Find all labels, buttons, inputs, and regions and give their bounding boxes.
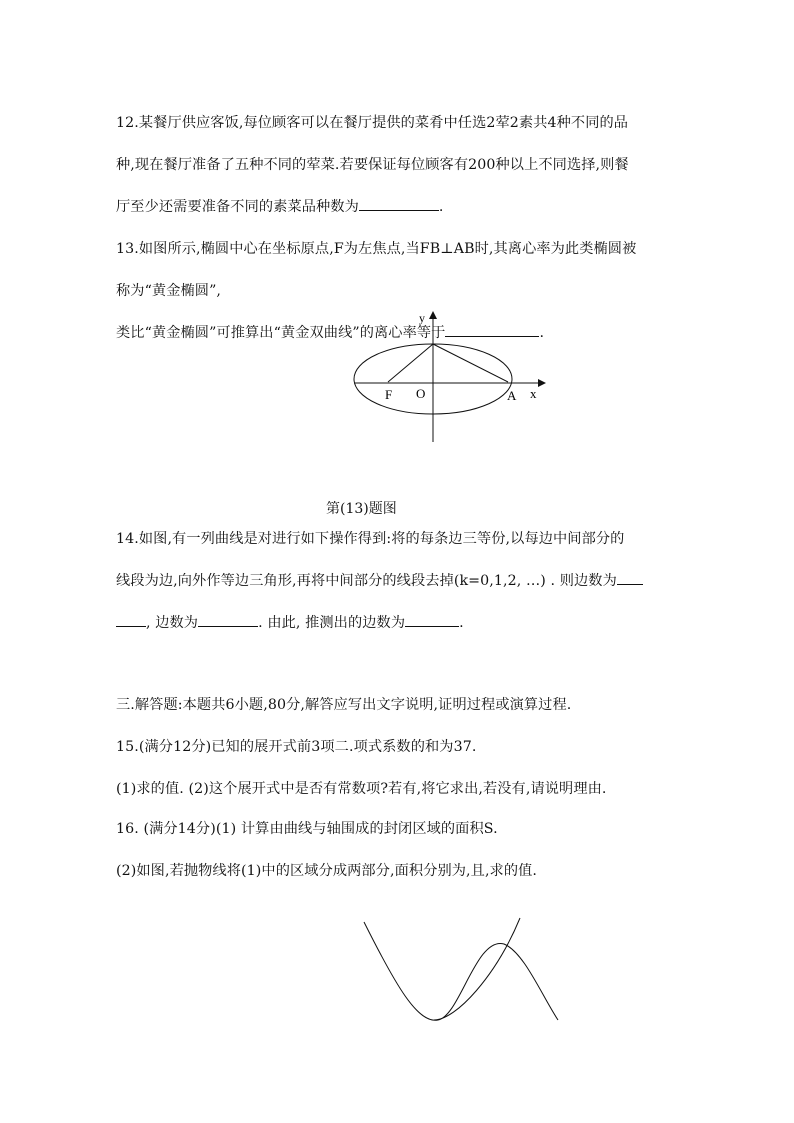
- q12-line-3-end: .: [438, 199, 444, 215]
- o-label: O: [416, 386, 426, 401]
- q14-line-3: [116, 612, 464, 632]
- q14-line-3-mid: . 由此, 推测出的边数为: [258, 615, 406, 631]
- a-label: A: [507, 388, 517, 403]
- q12-line-3-text: 厅至少还需要准备不同的素菜品种数为: [116, 199, 359, 215]
- parabola-curve: [434, 918, 520, 1020]
- answer-blank: [359, 196, 439, 211]
- q14-line-2: [116, 570, 643, 590]
- q12-line-1: 12.某餐厅供应客饭,每位顾客可以在餐厅提供的菜肴中任选2荤2素共4种不同的品: [116, 115, 629, 131]
- ellipse-figure: [340, 306, 560, 446]
- answer-blank: [617, 570, 643, 585]
- q13-line-3-text: 类比“黄金椭圆”可推算出“黄金双曲线”的离心率等于: [116, 325, 446, 341]
- q13-line-1: 13.如图所示,椭圆中心在坐标原点,F为左焦点,当FB⊥AB时,其离心率为此类椭圆被: [116, 241, 637, 257]
- answer-blank: [198, 612, 258, 627]
- q14-line-3-comma: , 边数为: [146, 615, 199, 631]
- q13-line-2: 称为“黄金椭圆”,: [116, 283, 222, 299]
- y-axis-arrow: [429, 311, 437, 319]
- curve-figure: [356, 916, 566, 1026]
- answer-blank: [116, 612, 146, 627]
- q14-line-2-text: 线段为边,向外作等边三角形,再将中间部分的线段去掉(k=0,1,2, …) . 则边数为: [116, 573, 617, 589]
- q14-line-3-end: .: [459, 615, 464, 631]
- q12-line-3: [116, 196, 444, 216]
- q14-line-1: 14.如图,有一列曲线是对进行如下操作得到:将的每条边三等份,以每边中间部分的: [116, 531, 625, 547]
- x-label: x: [530, 386, 537, 401]
- y-label: y: [419, 311, 425, 325]
- q15-line-1: 15.(满分12分)已知的展开式前3项二.项式系数的和为37.: [116, 739, 477, 755]
- q15-line-2: (1)求的值. (2)这个展开式中是否有常数项?若有,将它求出,若没有,请说明理由.: [116, 781, 607, 797]
- figure-caption: 第(13)题图: [326, 501, 397, 517]
- answer-blank: [405, 612, 459, 627]
- cubic-curve: [364, 922, 558, 1020]
- section-heading: 三.解答题:本题共6小题,80分,解答应写出文字说明,证明过程或演算过程.: [116, 697, 572, 713]
- segment-ba: [433, 344, 508, 382]
- x-axis-arrow: [538, 379, 546, 387]
- q16-line-1: 16. (满分14分)(1) 计算由曲线与轴围成的封闭区域的面积S.: [116, 821, 498, 837]
- f-label: F: [385, 387, 393, 402]
- q16-line-2: (2)如图,若抛物线将(1)中的区域分成两部分,面积分别为,且,求的值.: [116, 863, 538, 879]
- segment-fb: [388, 344, 433, 382]
- q13-line-3-end: .: [539, 325, 545, 341]
- q12-line-2: 种,现在餐厅准备了五种不同的荤菜.若要保证每位顾客有200种以上不同选择,则餐: [116, 157, 629, 173]
